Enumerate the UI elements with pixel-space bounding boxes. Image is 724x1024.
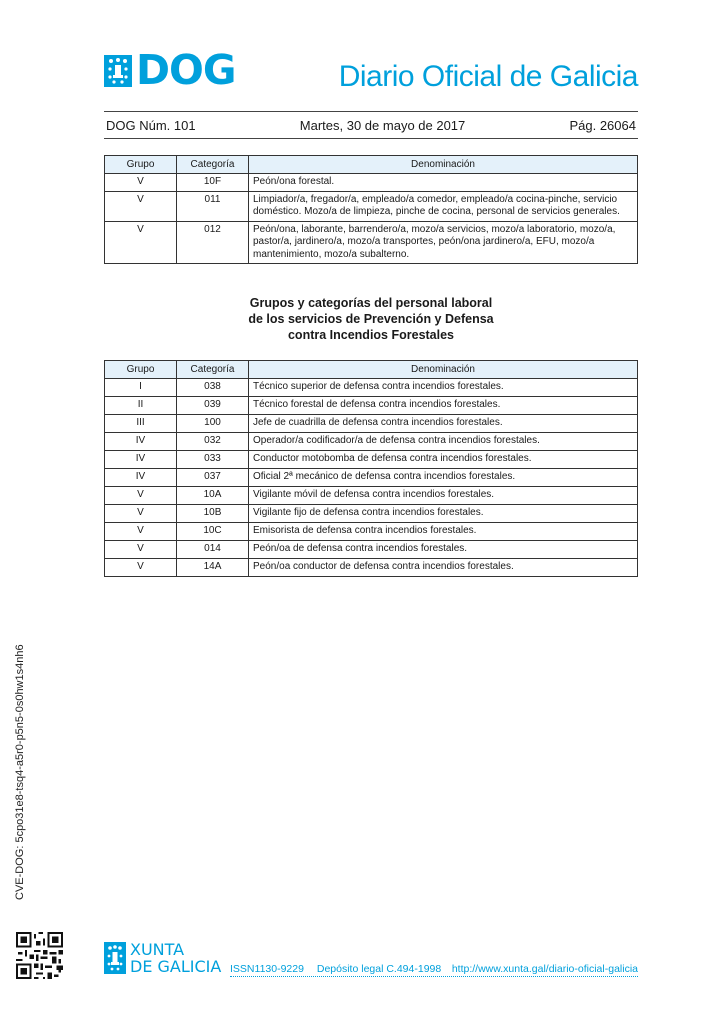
cell-categoria: 10F — [177, 174, 249, 192]
galicia-shield-icon — [104, 55, 132, 87]
footer-divider — [230, 976, 638, 977]
issue-date: Martes, 30 de mayo de 2017 — [299, 117, 466, 133]
issue-number: DOG Núm. 101 — [106, 117, 196, 133]
cell-denominacion: Limpiador/a, fregador/a, empleado/a comedor, empleado/a cocina-pinche, servicio doméstico. Mozo/a de limpieza, pinche de cocina, personal de servicios generales. — [249, 191, 638, 221]
table-row — [105, 469, 638, 487]
cve-code: CVE-DOG: 5cpo31e8-tsq4-a5r0-p5n5-0s0hw1s4nh6 — [14, 644, 26, 900]
cell-grupo: IV — [105, 469, 177, 487]
dog-logo — [104, 46, 236, 94]
page-number: Pág. 26064 — [569, 117, 636, 133]
section-title — [104, 295, 638, 343]
cell-categoria: 10C — [177, 523, 249, 541]
cell-grupo: I — [105, 379, 177, 397]
cell-denominacion: Peón/ona, laborante, barrendero/a, mozo/a servicios, mozo/a laboratorio, mozo/a, pastor/a, jardinero/a, mozo/a transportes, peón/ona jardinero/a, EFU, mozo/a mantenimiento, mozo/a subalterno. — [249, 221, 638, 264]
table-row — [105, 523, 638, 541]
cell-grupo: III — [105, 415, 177, 433]
cell-denominacion: Vigilante fijo de defensa contra incendios forestales. — [249, 505, 638, 523]
cell-grupo: V — [105, 191, 177, 221]
issue-info-bar — [104, 111, 638, 139]
section-title-line: contra Incendios Forestales — [287, 328, 455, 342]
header-categoria: Categoría — [177, 156, 249, 174]
cell-categoria: 038 — [177, 379, 249, 397]
footer-publication-info — [230, 963, 451, 975]
cell-grupo: V — [105, 559, 177, 577]
header-denominacion: Denominación — [249, 361, 638, 379]
table-row — [105, 451, 638, 469]
cell-categoria: 14A — [177, 559, 249, 577]
cell-grupo: IV — [105, 451, 177, 469]
table-row — [105, 487, 638, 505]
table-row — [105, 559, 638, 577]
cell-categoria: 012 — [177, 221, 249, 264]
cell-denominacion: Vigilante móvil de defensa contra incendios forestales. — [249, 487, 638, 505]
header-denominacion: Denominación — [249, 156, 638, 174]
table-row — [105, 221, 638, 264]
header-grupo: Grupo — [105, 156, 177, 174]
cell-grupo: V — [105, 523, 177, 541]
categories-table-1 — [104, 155, 638, 264]
table-row — [105, 505, 638, 523]
cell-denominacion: Técnico superior de defensa contra incendios forestales. — [249, 379, 638, 397]
cell-denominacion: Peón/oa conductor de defensa contra incendios forestales. — [249, 559, 638, 577]
cell-denominacion: Peón/ona forestal. — [249, 174, 638, 192]
cell-denominacion: Técnico forestal de defensa contra incendios forestales. — [249, 397, 638, 415]
xunta-line-1: XUNTA — [130, 940, 185, 959]
footer-url-link[interactable]: http://www.xunta.gal/diario-oficial-galicia — [451, 963, 638, 975]
cell-denominacion: Operador/a codificador/a de defensa contra incendios forestales. — [249, 433, 638, 451]
table-header-row — [105, 361, 638, 379]
cell-categoria: 037 — [177, 469, 249, 487]
table-row — [105, 174, 638, 192]
header-grupo: Grupo — [105, 361, 177, 379]
cell-categoria: 011 — [177, 191, 249, 221]
cell-grupo: V — [105, 221, 177, 264]
cell-categoria: 033 — [177, 451, 249, 469]
cell-grupo: V — [105, 541, 177, 559]
table-row — [105, 415, 638, 433]
cell-categoria: 032 — [177, 433, 249, 451]
cell-denominacion: Peón/oa de defensa contra incendios forestales. — [249, 541, 638, 559]
section-title-line: de los servicios de Prevención y Defensa — [248, 312, 494, 326]
table-row — [105, 541, 638, 559]
section-title-line: Grupos y categorías del personal laboral — [249, 296, 493, 310]
cell-grupo: II — [105, 397, 177, 415]
qr-code-icon — [16, 932, 63, 979]
categories-table-2 — [104, 360, 638, 577]
table-row — [105, 379, 638, 397]
deposito-legal: Depósito legal C.494-1998 — [316, 963, 442, 975]
header-categoria: Categoría — [177, 361, 249, 379]
table-row — [105, 397, 638, 415]
cell-categoria: 039 — [177, 397, 249, 415]
cell-categoria: 10A — [177, 487, 249, 505]
cell-denominacion: Oficial 2ª mecánico de defensa contra incendios forestales. — [249, 469, 638, 487]
cell-grupo: V — [105, 505, 177, 523]
cell-categoria: 10B — [177, 505, 249, 523]
table-row — [105, 433, 638, 451]
xunta-shield-icon — [104, 942, 126, 974]
table-header-row — [105, 156, 638, 174]
xunta-line-2: DE GALICIA — [130, 957, 222, 976]
cell-categoria: 100 — [177, 415, 249, 433]
cell-grupo: V — [105, 487, 177, 505]
xunta-text — [130, 941, 221, 975]
cell-denominacion: Conductor motobomba de defensa contra incendios forestales. — [249, 451, 638, 469]
cell-denominacion: Emisorista de defensa contra incendios forestales. — [249, 523, 638, 541]
xunta-logo — [104, 941, 221, 975]
cell-grupo: V — [105, 174, 177, 192]
publication-title: Diario Oficial de Galicia — [338, 60, 638, 93]
cell-categoria: 014 — [177, 541, 249, 559]
cell-grupo: IV — [105, 433, 177, 451]
cell-denominacion: Jefe de cuadrilla de defensa contra incendios forestales. — [249, 415, 638, 433]
dog-logo-text: DOG — [136, 46, 236, 94]
table-row — [105, 191, 638, 221]
issn: ISSN1130-9229 — [230, 963, 304, 975]
